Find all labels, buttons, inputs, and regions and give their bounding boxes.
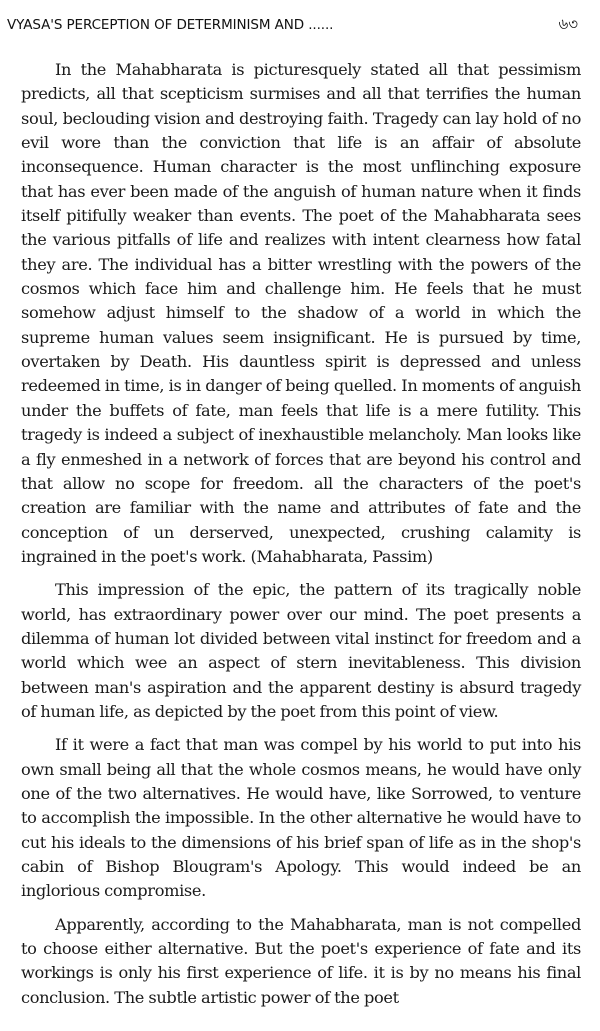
- paragraph-1: In the Mahabharata is picturesquely stated all that pessimism predicts, all that scepticism surmises and all that terrifies the human soul, beclouding vision and destroying faith. Tragedy can lay hold of no evil wore than the conviction that life is an affair of absolute inconsequence. Human character is the most unflinching exposure that has ever been made of the anguish of human nature when it finds itself pitifully weaker than events. The poet of the Mahabharata sees the various pitfalls of life and realizes with intent clearness how fatal they are. The individual has a bitter wrestling with the powers of the cosmos which face him and challenge him. He feels that he must somehow adjust himself to the shadow of a world in which the supreme human values seem insignificant. He is pursued by time, overtaken by Death. His dauntless spirit is depressed and unless redeemed in time, is in danger of being quelled. In moments of anguish under the buffets of fate, man feels that life is a mere futility. This tragedy is indeed a subject of inexhaustible melancholy. Man looks like a fly enmeshed in a network of forces that are beyond his control and that allow no scope for freedom. all the characters of the poet's creation are familiar with the name and attributes of fate and the conception of un derserved, unexpected, crushing calamity is ingrained in the poet's work. (Mahabharata, Passim): [21, 60, 581, 566]
- paragraph-2: This impression of the epic, the pattern of its tragically noble world, has extraordinary power over our mind. The poet presents a dilemma of human lot divided between vital instinct for freedom and a world which wee an aspect of stern inevitableness. This division between man's aspiration and the apparent destiny is absurd tragedy of human life, as depicted by the poet from this point of view.: [21, 580, 581, 721]
- page-number: ৬৩: [558, 14, 578, 33]
- paragraph-3: If it were a fact that man was compel by his world to put into his own small being all that the whole cosmos means, he would have only one of the two alternatives. He would have, like Sorrowed, to venture to accomplish the impossible. In the other alternative he would have to cut his ideals to the dimensions of his brief span of life as in the shop's cabin of Bishop Blougram's Apology. This would indeed be an inglorious compromise.: [21, 735, 581, 901]
- body-text: [21, 58, 581, 1010]
- paragraph-4: Apparently, according to the Mahabharata, man is not compelled to choose either alternative. But the poet's experience of fate and its workings is only his first experience of life. it is by no means his final conclusion. The subtle artistic power of the poet: [21, 914, 581, 1007]
- running-header: [7, 7, 578, 43]
- running-title: VYASA'S PERCEPTION OF DETERMINISM AND ......: [7, 17, 334, 33]
